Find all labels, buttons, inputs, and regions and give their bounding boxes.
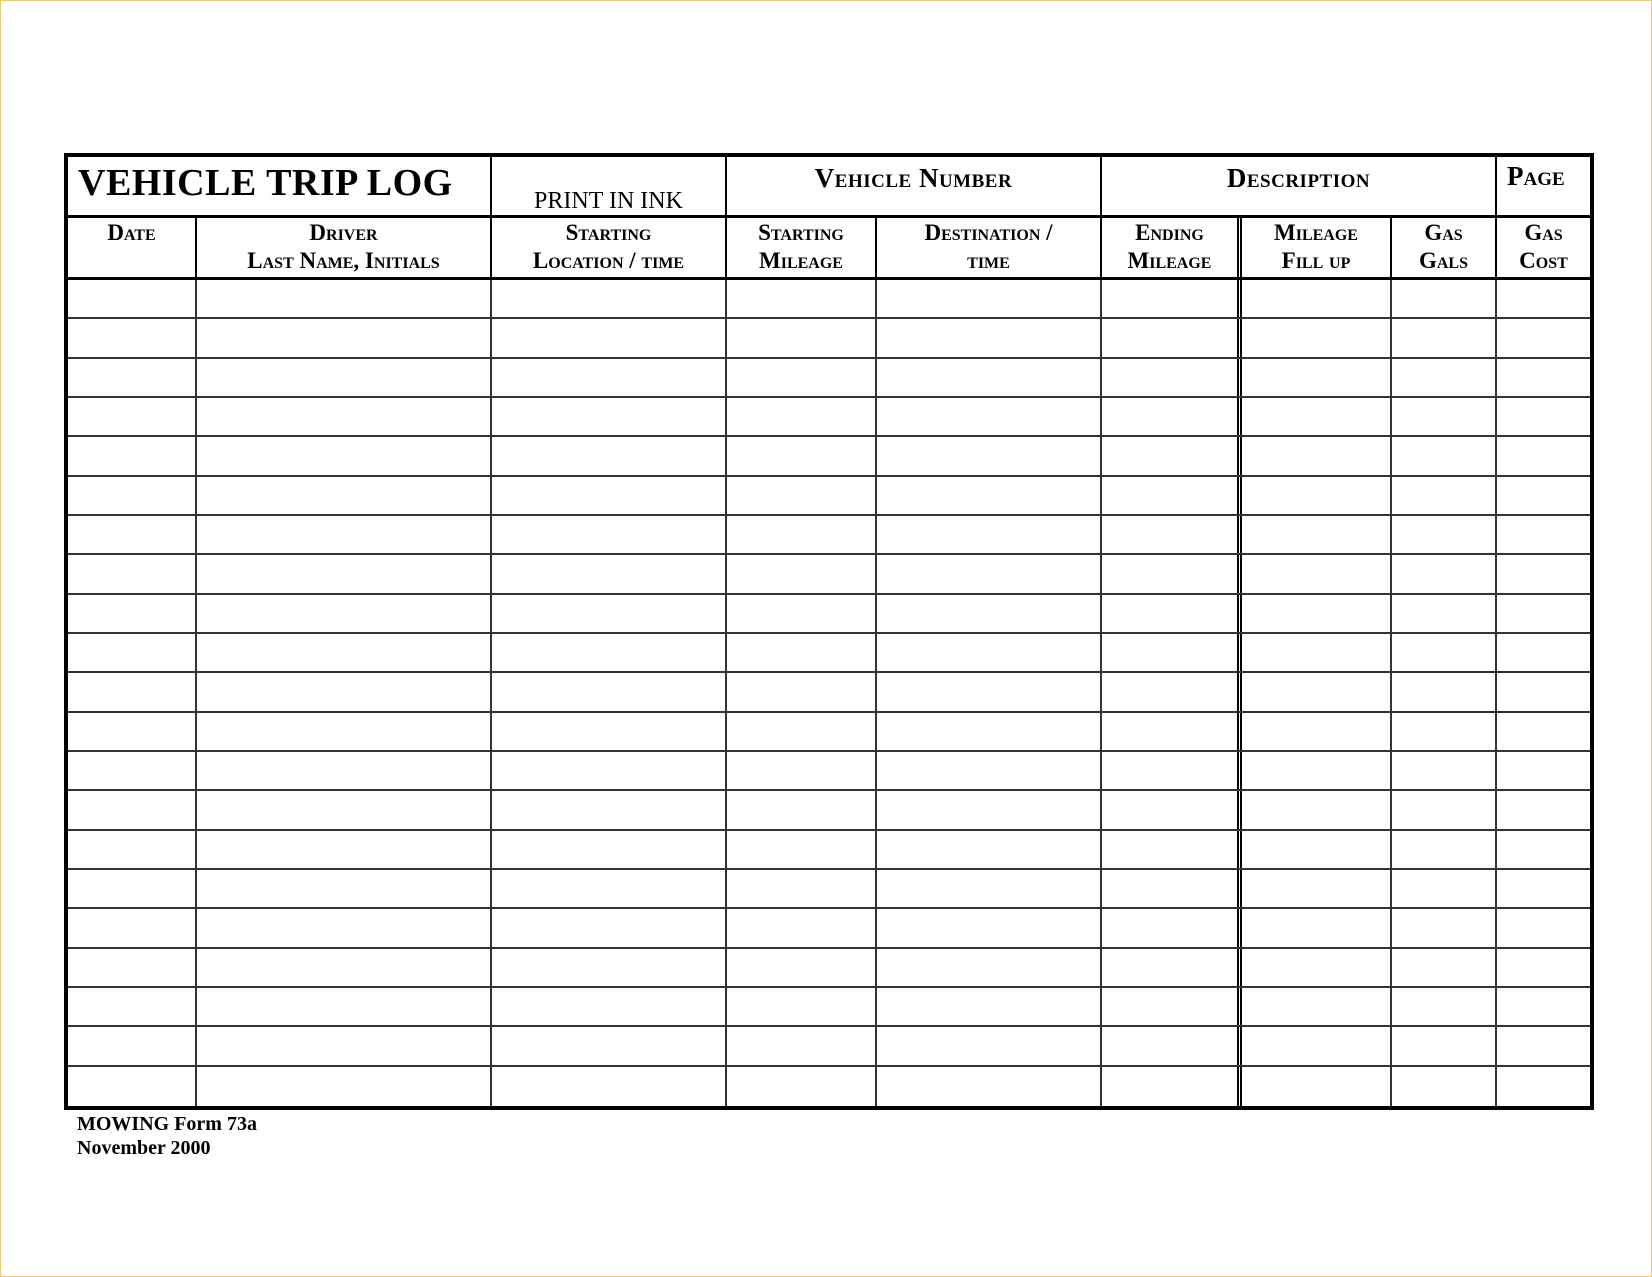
table-row bbox=[68, 949, 1590, 988]
entry-cell-mileage-fill-up[interactable] bbox=[1242, 1067, 1392, 1106]
entry-cell-gas-gals[interactable] bbox=[1392, 359, 1497, 396]
table-row bbox=[68, 1067, 1590, 1106]
entry-cell-destination[interactable] bbox=[877, 791, 1102, 828]
entry-cell-gas-cost[interactable] bbox=[1497, 988, 1590, 1025]
entry-cell-date[interactable] bbox=[68, 870, 197, 907]
entry-cell-ending-mileage[interactable] bbox=[1102, 280, 1242, 317]
table-row bbox=[68, 398, 1590, 437]
entry-cell-ending-mileage[interactable] bbox=[1102, 359, 1242, 396]
entry-cell-starting-location[interactable] bbox=[492, 398, 727, 435]
entry-cell-destination[interactable] bbox=[877, 280, 1102, 317]
entry-cell-ending-mileage[interactable] bbox=[1102, 870, 1242, 907]
entry-cell-gas-gals[interactable] bbox=[1392, 713, 1497, 750]
vehicle-trip-log-form bbox=[64, 153, 1594, 1110]
entry-cell-starting-mileage[interactable] bbox=[727, 1027, 877, 1064]
entry-cell-starting-mileage[interactable] bbox=[727, 477, 877, 514]
entry-cell-driver[interactable] bbox=[197, 359, 492, 396]
entry-cell-starting-mileage[interactable] bbox=[727, 634, 877, 671]
entry-cell-starting-location[interactable] bbox=[492, 634, 727, 671]
form-footer bbox=[77, 1112, 257, 1160]
entry-cell-mileage-fill-up[interactable] bbox=[1242, 713, 1392, 750]
column-header-line2: Last Name, Initials bbox=[247, 248, 440, 273]
entry-cell-starting-location[interactable] bbox=[492, 555, 727, 592]
entry-cell-starting-mileage[interactable] bbox=[727, 831, 877, 868]
entry-cell-date[interactable] bbox=[68, 437, 197, 474]
vehicle-number-label: Vehicle Number bbox=[814, 163, 1013, 193]
column-header-gas-cost bbox=[1497, 218, 1590, 277]
entry-cell-starting-location[interactable] bbox=[492, 359, 727, 396]
entry-cell-gas-gals[interactable] bbox=[1392, 437, 1497, 474]
entry-cell-destination[interactable] bbox=[877, 988, 1102, 1025]
entry-cell-starting-location[interactable] bbox=[492, 949, 727, 986]
entry-cell-mileage-fill-up[interactable] bbox=[1242, 280, 1392, 317]
entry-cell-starting-location[interactable] bbox=[492, 1027, 727, 1064]
table-row bbox=[68, 791, 1590, 830]
entry-cell-date[interactable] bbox=[68, 398, 197, 435]
entry-cell-starting-mileage[interactable] bbox=[727, 398, 877, 435]
entry-cell-ending-mileage[interactable] bbox=[1102, 516, 1242, 553]
table-row bbox=[68, 1027, 1590, 1066]
entry-cell-date[interactable] bbox=[68, 791, 197, 828]
entry-cell-date[interactable] bbox=[68, 280, 197, 317]
column-header-line2: Location / time bbox=[532, 248, 685, 273]
table-row bbox=[68, 477, 1590, 516]
entry-cell-gas-gals[interactable] bbox=[1392, 1027, 1497, 1064]
column-header-mileage-fill-up bbox=[1242, 218, 1392, 277]
entry-cell-gas-gals[interactable] bbox=[1392, 752, 1497, 789]
entry-cell-ending-mileage[interactable] bbox=[1102, 437, 1242, 474]
entry-cell-gas-cost[interactable] bbox=[1497, 831, 1590, 868]
entry-cell-driver[interactable] bbox=[197, 555, 492, 592]
entry-cell-destination[interactable] bbox=[877, 673, 1102, 710]
entry-cell-starting-location[interactable] bbox=[492, 1067, 727, 1106]
form-title: VEHICLE TRIP LOG bbox=[78, 162, 453, 204]
entry-cell-ending-mileage[interactable] bbox=[1102, 319, 1242, 356]
page-field[interactable] bbox=[1497, 157, 1590, 215]
entry-cell-mileage-fill-up[interactable] bbox=[1242, 870, 1392, 907]
entry-cell-mileage-fill-up[interactable] bbox=[1242, 516, 1392, 553]
entry-cell-gas-gals[interactable] bbox=[1392, 831, 1497, 868]
entry-cell-gas-gals[interactable] bbox=[1392, 516, 1497, 553]
entry-cell-destination[interactable] bbox=[877, 752, 1102, 789]
column-header-gas-gals bbox=[1392, 218, 1497, 277]
entry-cell-date[interactable] bbox=[68, 595, 197, 632]
entry-cell-mileage-fill-up[interactable] bbox=[1242, 555, 1392, 592]
entry-cell-destination[interactable] bbox=[877, 1027, 1102, 1064]
entry-cell-starting-mileage[interactable] bbox=[727, 319, 877, 356]
entry-cell-starting-mileage[interactable] bbox=[727, 595, 877, 632]
entry-cell-destination[interactable] bbox=[877, 595, 1102, 632]
entry-cell-mileage-fill-up[interactable] bbox=[1242, 634, 1392, 671]
entry-cell-ending-mileage[interactable] bbox=[1102, 713, 1242, 750]
table-row bbox=[68, 831, 1590, 870]
entry-cell-date[interactable] bbox=[68, 319, 197, 356]
entry-cell-starting-mileage[interactable] bbox=[727, 555, 877, 592]
entry-cell-date[interactable] bbox=[68, 673, 197, 710]
entry-cell-mileage-fill-up[interactable] bbox=[1242, 752, 1392, 789]
entry-cell-gas-cost[interactable] bbox=[1497, 752, 1590, 789]
column-header-line1: Gas bbox=[1524, 220, 1563, 245]
entry-cell-destination[interactable] bbox=[877, 319, 1102, 356]
entry-cell-starting-location[interactable] bbox=[492, 595, 727, 632]
entry-cell-gas-cost[interactable] bbox=[1497, 437, 1590, 474]
entry-cell-driver[interactable] bbox=[197, 634, 492, 671]
entry-cell-starting-location[interactable] bbox=[492, 909, 727, 946]
form-id: MOWING Form 73a bbox=[77, 1113, 257, 1135]
entry-cell-gas-gals[interactable] bbox=[1392, 319, 1497, 356]
entry-cell-mileage-fill-up[interactable] bbox=[1242, 359, 1392, 396]
entry-cell-starting-location[interactable] bbox=[492, 713, 727, 750]
entry-cell-gas-gals[interactable] bbox=[1392, 555, 1497, 592]
form-title-row bbox=[68, 157, 1590, 218]
column-header-line2: Fill up bbox=[1281, 248, 1351, 273]
table-row bbox=[68, 634, 1590, 673]
entry-cell-gas-cost[interactable] bbox=[1497, 1027, 1590, 1064]
table-row bbox=[68, 359, 1590, 398]
entry-cell-driver[interactable] bbox=[197, 477, 492, 514]
print-note-cell bbox=[492, 157, 727, 215]
entry-cell-ending-mileage[interactable] bbox=[1102, 398, 1242, 435]
entry-cell-gas-gals[interactable] bbox=[1392, 280, 1497, 317]
page-label: Page bbox=[1507, 161, 1565, 191]
column-header-row bbox=[68, 218, 1590, 280]
entry-cell-starting-location[interactable] bbox=[492, 988, 727, 1025]
column-header-date bbox=[68, 218, 197, 277]
entry-cell-mileage-fill-up[interactable] bbox=[1242, 988, 1392, 1025]
column-header-destination bbox=[877, 218, 1102, 277]
entry-cell-gas-cost[interactable] bbox=[1497, 673, 1590, 710]
entry-cell-driver[interactable] bbox=[197, 752, 492, 789]
entry-cell-mileage-fill-up[interactable] bbox=[1242, 477, 1392, 514]
entry-cell-gas-gals[interactable] bbox=[1392, 1067, 1497, 1106]
entry-cell-driver[interactable] bbox=[197, 870, 492, 907]
entry-cell-destination[interactable] bbox=[877, 398, 1102, 435]
entry-cell-ending-mileage[interactable] bbox=[1102, 595, 1242, 632]
entry-cell-mileage-fill-up[interactable] bbox=[1242, 791, 1392, 828]
entry-cell-starting-mileage[interactable] bbox=[727, 1067, 877, 1106]
entry-cell-gas-gals[interactable] bbox=[1392, 398, 1497, 435]
column-header-line1: Starting bbox=[565, 220, 652, 245]
column-header-line2: Cost bbox=[1519, 248, 1568, 273]
entry-cell-mileage-fill-up[interactable] bbox=[1242, 909, 1392, 946]
description-label: Description bbox=[1226, 163, 1371, 193]
table-row bbox=[68, 673, 1590, 712]
entry-cell-starting-location[interactable] bbox=[492, 319, 727, 356]
entry-cell-starting-mileage[interactable] bbox=[727, 752, 877, 789]
entry-cell-driver[interactable] bbox=[197, 516, 492, 553]
entry-cell-ending-mileage[interactable] bbox=[1102, 949, 1242, 986]
table-row bbox=[68, 752, 1590, 791]
entry-cell-gas-cost[interactable] bbox=[1497, 319, 1590, 356]
entry-cell-starting-location[interactable] bbox=[492, 437, 727, 474]
entry-cell-date[interactable] bbox=[68, 713, 197, 750]
entry-cell-gas-cost[interactable] bbox=[1497, 280, 1590, 317]
column-header-line2: Mileage bbox=[1127, 248, 1212, 273]
entry-cell-starting-location[interactable] bbox=[492, 673, 727, 710]
entry-cell-destination[interactable] bbox=[877, 516, 1102, 553]
entry-cell-gas-cost[interactable] bbox=[1497, 595, 1590, 632]
entry-cell-gas-gals[interactable] bbox=[1392, 673, 1497, 710]
entry-cell-ending-mileage[interactable] bbox=[1102, 634, 1242, 671]
entry-cell-starting-location[interactable] bbox=[492, 516, 727, 553]
entry-cell-starting-mileage[interactable] bbox=[727, 673, 877, 710]
entry-cell-driver[interactable] bbox=[197, 988, 492, 1025]
entry-cell-mileage-fill-up[interactable] bbox=[1242, 673, 1392, 710]
column-header-starting-location bbox=[492, 218, 727, 277]
entry-cell-gas-gals[interactable] bbox=[1392, 634, 1497, 671]
column-header-line2: Mileage bbox=[759, 248, 843, 273]
entry-cell-starting-mileage[interactable] bbox=[727, 909, 877, 946]
column-header-starting-mileage bbox=[727, 218, 877, 277]
entry-cell-date[interactable] bbox=[68, 516, 197, 553]
entry-cell-starting-location[interactable] bbox=[492, 477, 727, 514]
column-header-line1: Date bbox=[107, 220, 156, 245]
entry-cell-destination[interactable] bbox=[877, 831, 1102, 868]
entry-cell-gas-cost[interactable] bbox=[1497, 555, 1590, 592]
entry-cell-starting-location[interactable] bbox=[492, 791, 727, 828]
entry-cell-mileage-fill-up[interactable] bbox=[1242, 831, 1392, 868]
entry-cell-gas-cost[interactable] bbox=[1497, 949, 1590, 986]
column-header-line1: Mileage bbox=[1274, 220, 1358, 245]
entry-cell-mileage-fill-up[interactable] bbox=[1242, 595, 1392, 632]
entry-cell-gas-gals[interactable] bbox=[1392, 909, 1497, 946]
table-row bbox=[68, 870, 1590, 909]
column-header-line1: Gas bbox=[1424, 220, 1463, 245]
entry-cell-ending-mileage[interactable] bbox=[1102, 555, 1242, 592]
entry-cell-mileage-fill-up[interactable] bbox=[1242, 949, 1392, 986]
entry-cell-gas-gals[interactable] bbox=[1392, 791, 1497, 828]
column-header-line2: Gals bbox=[1418, 248, 1468, 273]
entry-cell-ending-mileage[interactable] bbox=[1102, 791, 1242, 828]
entry-cell-driver[interactable] bbox=[197, 791, 492, 828]
entry-cell-driver[interactable] bbox=[197, 280, 492, 317]
entry-cell-destination[interactable] bbox=[877, 1067, 1102, 1106]
entry-cell-ending-mileage[interactable] bbox=[1102, 988, 1242, 1025]
table-row bbox=[68, 516, 1590, 555]
entry-cell-gas-cost[interactable] bbox=[1497, 791, 1590, 828]
entry-cell-starting-location[interactable] bbox=[492, 280, 727, 317]
entry-cell-date[interactable] bbox=[68, 988, 197, 1025]
print-in-ink-note: PRINT IN INK bbox=[534, 188, 683, 214]
entry-cell-destination[interactable] bbox=[877, 437, 1102, 474]
entry-cell-ending-mileage[interactable] bbox=[1102, 831, 1242, 868]
entry-cell-gas-gals[interactable] bbox=[1392, 870, 1497, 907]
entry-cell-starting-mileage[interactable] bbox=[727, 988, 877, 1025]
entry-cell-mileage-fill-up[interactable] bbox=[1242, 437, 1392, 474]
vehicle-number-field[interactable] bbox=[727, 157, 1102, 215]
entry-cell-ending-mileage[interactable] bbox=[1102, 909, 1242, 946]
entry-cell-destination[interactable] bbox=[877, 634, 1102, 671]
entry-cell-destination[interactable] bbox=[877, 713, 1102, 750]
entry-cell-gas-cost[interactable] bbox=[1497, 634, 1590, 671]
entry-cell-driver[interactable] bbox=[197, 909, 492, 946]
entry-cell-mileage-fill-up[interactable] bbox=[1242, 319, 1392, 356]
title-cell bbox=[68, 157, 492, 215]
entry-cell-driver[interactable] bbox=[197, 437, 492, 474]
table-row bbox=[68, 319, 1590, 358]
column-header-line2: time bbox=[967, 248, 1010, 273]
entry-cell-driver[interactable] bbox=[197, 595, 492, 632]
entry-cell-gas-cost[interactable] bbox=[1497, 516, 1590, 553]
entry-cell-gas-gals[interactable] bbox=[1392, 988, 1497, 1025]
description-field[interactable] bbox=[1102, 157, 1497, 215]
entry-cell-starting-location[interactable] bbox=[492, 831, 727, 868]
entry-cell-gas-gals[interactable] bbox=[1392, 595, 1497, 632]
entry-cell-date[interactable] bbox=[68, 949, 197, 986]
entry-cell-gas-gals[interactable] bbox=[1392, 477, 1497, 514]
column-header-line1: Destination / bbox=[924, 220, 1053, 245]
table-row bbox=[68, 988, 1590, 1027]
entry-cell-gas-cost[interactable] bbox=[1497, 713, 1590, 750]
entry-cell-ending-mileage[interactable] bbox=[1102, 752, 1242, 789]
entry-cell-driver[interactable] bbox=[197, 1067, 492, 1106]
table-row bbox=[68, 555, 1590, 594]
entry-cell-starting-mileage[interactable] bbox=[727, 713, 877, 750]
entry-cell-gas-cost[interactable] bbox=[1497, 1067, 1590, 1106]
entry-cell-driver[interactable] bbox=[197, 949, 492, 986]
entry-cell-date[interactable] bbox=[68, 359, 197, 396]
entry-cell-destination[interactable] bbox=[877, 477, 1102, 514]
entry-cell-date[interactable] bbox=[68, 634, 197, 671]
table-row bbox=[68, 280, 1590, 319]
entry-cell-gas-cost[interactable] bbox=[1497, 477, 1590, 514]
entry-cell-date[interactable] bbox=[68, 831, 197, 868]
entry-cell-ending-mileage[interactable] bbox=[1102, 1067, 1242, 1106]
entry-cell-driver[interactable] bbox=[197, 319, 492, 356]
entry-cell-starting-mileage[interactable] bbox=[727, 437, 877, 474]
entry-cell-ending-mileage[interactable] bbox=[1102, 477, 1242, 514]
table-row bbox=[68, 595, 1590, 634]
entry-cell-date[interactable] bbox=[68, 1027, 197, 1064]
entry-cell-date[interactable] bbox=[68, 909, 197, 946]
entry-cell-starting-mileage[interactable] bbox=[727, 791, 877, 828]
column-header-line1: Driver bbox=[309, 220, 378, 245]
entry-cell-date[interactable] bbox=[68, 1067, 197, 1106]
entry-cell-starting-mileage[interactable] bbox=[727, 870, 877, 907]
entry-cell-mileage-fill-up[interactable] bbox=[1242, 398, 1392, 435]
entry-cell-date[interactable] bbox=[68, 752, 197, 789]
entry-cell-date[interactable] bbox=[68, 477, 197, 514]
entry-cell-date[interactable] bbox=[68, 555, 197, 592]
form-date: November 2000 bbox=[77, 1137, 211, 1159]
entry-cell-destination[interactable] bbox=[877, 909, 1102, 946]
entry-cell-destination[interactable] bbox=[877, 949, 1102, 986]
entry-cell-driver[interactable] bbox=[197, 673, 492, 710]
entry-cell-destination[interactable] bbox=[877, 555, 1102, 592]
entry-cell-destination[interactable] bbox=[877, 870, 1102, 907]
entry-cell-starting-location[interactable] bbox=[492, 870, 727, 907]
entry-cell-ending-mileage[interactable] bbox=[1102, 673, 1242, 710]
entry-cell-ending-mileage[interactable] bbox=[1102, 1027, 1242, 1064]
entry-cell-gas-cost[interactable] bbox=[1497, 909, 1590, 946]
entry-cell-starting-mileage[interactable] bbox=[727, 280, 877, 317]
entry-cell-gas-cost[interactable] bbox=[1497, 870, 1590, 907]
table-row bbox=[68, 713, 1590, 752]
column-header-line1: Ending bbox=[1135, 220, 1204, 245]
entry-cell-starting-mileage[interactable] bbox=[727, 516, 877, 553]
entry-cell-gas-cost[interactable] bbox=[1497, 398, 1590, 435]
column-header-line1: Starting bbox=[758, 220, 844, 245]
entry-cell-driver[interactable] bbox=[197, 713, 492, 750]
entry-cell-gas-cost[interactable] bbox=[1497, 359, 1590, 396]
entry-cell-driver[interactable] bbox=[197, 1027, 492, 1064]
entry-cell-starting-mileage[interactable] bbox=[727, 359, 877, 396]
trip-entry-grid bbox=[68, 280, 1590, 1106]
column-header-driver bbox=[197, 218, 492, 277]
entry-cell-mileage-fill-up[interactable] bbox=[1242, 1027, 1392, 1064]
entry-cell-starting-location[interactable] bbox=[492, 752, 727, 789]
entry-cell-driver[interactable] bbox=[197, 831, 492, 868]
table-row bbox=[68, 909, 1590, 948]
entry-cell-starting-mileage[interactable] bbox=[727, 949, 877, 986]
column-header-ending-mileage bbox=[1102, 218, 1242, 277]
table-row bbox=[68, 437, 1590, 476]
entry-cell-driver[interactable] bbox=[197, 398, 492, 435]
entry-cell-gas-gals[interactable] bbox=[1392, 949, 1497, 986]
entry-cell-destination[interactable] bbox=[877, 359, 1102, 396]
